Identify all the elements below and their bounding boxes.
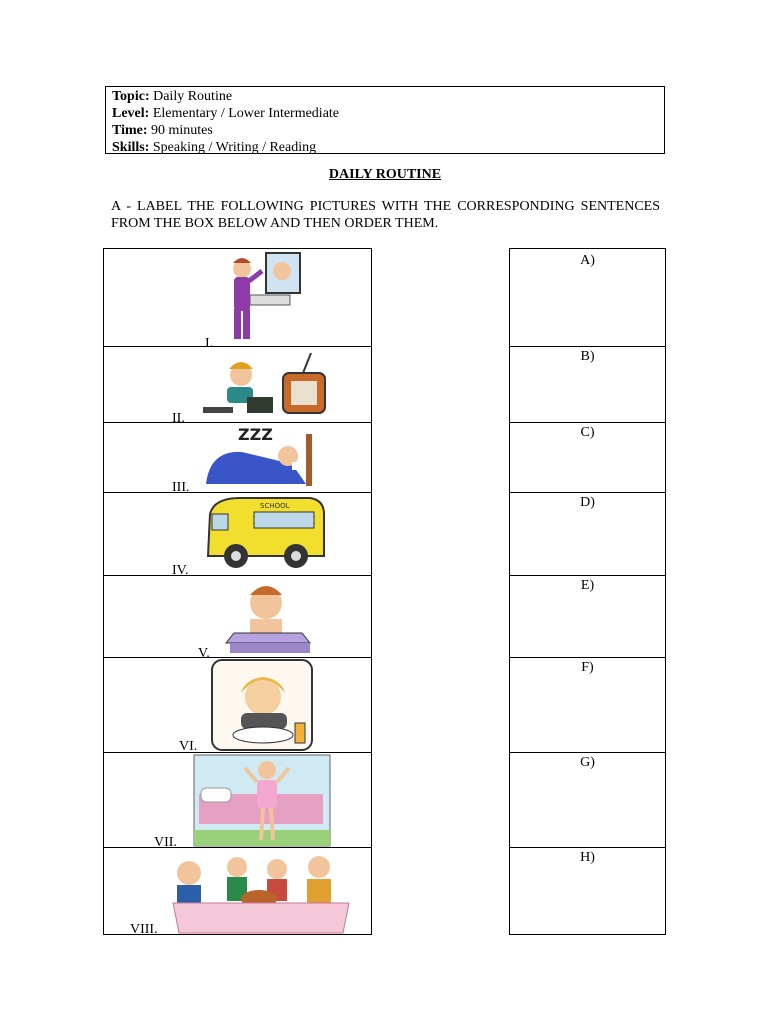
answer-cell-label: G) xyxy=(580,755,595,770)
picture-numeral: II. xyxy=(172,411,185,426)
answers-table xyxy=(509,248,666,935)
doing-homework-icon xyxy=(224,577,314,655)
svg-text:ZZZ: ZZZ xyxy=(238,425,273,444)
time-line: Time: 90 minutes xyxy=(112,123,213,138)
answer-cell-label: E) xyxy=(580,578,595,593)
bus-sign-text: SCHOOL xyxy=(260,502,290,510)
answer-cell-label: B) xyxy=(580,349,595,364)
skills-line: Skills: Speaking / Writing / Reading xyxy=(112,140,317,155)
page-title: DAILY ROUTINE xyxy=(328,167,442,182)
brushing-teeth-icon xyxy=(222,251,302,345)
answer-cell-label: H) xyxy=(580,850,595,865)
answer-cell-label: D) xyxy=(580,495,595,510)
picture-numeral: IV. xyxy=(172,563,189,578)
answer-cell-label: A) xyxy=(580,253,595,268)
having-breakfast-icon xyxy=(211,659,313,751)
pictures-table xyxy=(103,248,372,935)
answer-cell-label: F) xyxy=(581,660,594,675)
picture-numeral: VI. xyxy=(179,739,198,754)
topic-line: Topic: Daily Routine xyxy=(112,89,233,104)
answer-cell-label: C) xyxy=(580,425,595,440)
family-dinner-icon xyxy=(167,851,355,935)
picture-numeral: III. xyxy=(172,480,190,495)
school-bus-icon xyxy=(200,494,328,574)
picture-numeral: I. xyxy=(205,336,214,351)
sleeping-icon xyxy=(202,424,326,490)
picture-numeral: VII. xyxy=(154,835,177,850)
level-line: Level: Elementary / Lower Intermediate xyxy=(112,106,340,121)
lesson-info-box xyxy=(105,86,665,154)
picture-numeral: VIII. xyxy=(130,922,158,937)
exercise-instruction: A - LABEL THE FOLLOWING PICTURES WITH THE CORRESPONDING SENTENCES FROM THE BOX BELOW AND THEN ORDER THEM. xyxy=(111,199,660,231)
waking-up-icon xyxy=(193,754,331,847)
watching-tv-icon xyxy=(199,349,329,421)
picture-numeral: V. xyxy=(198,646,210,661)
